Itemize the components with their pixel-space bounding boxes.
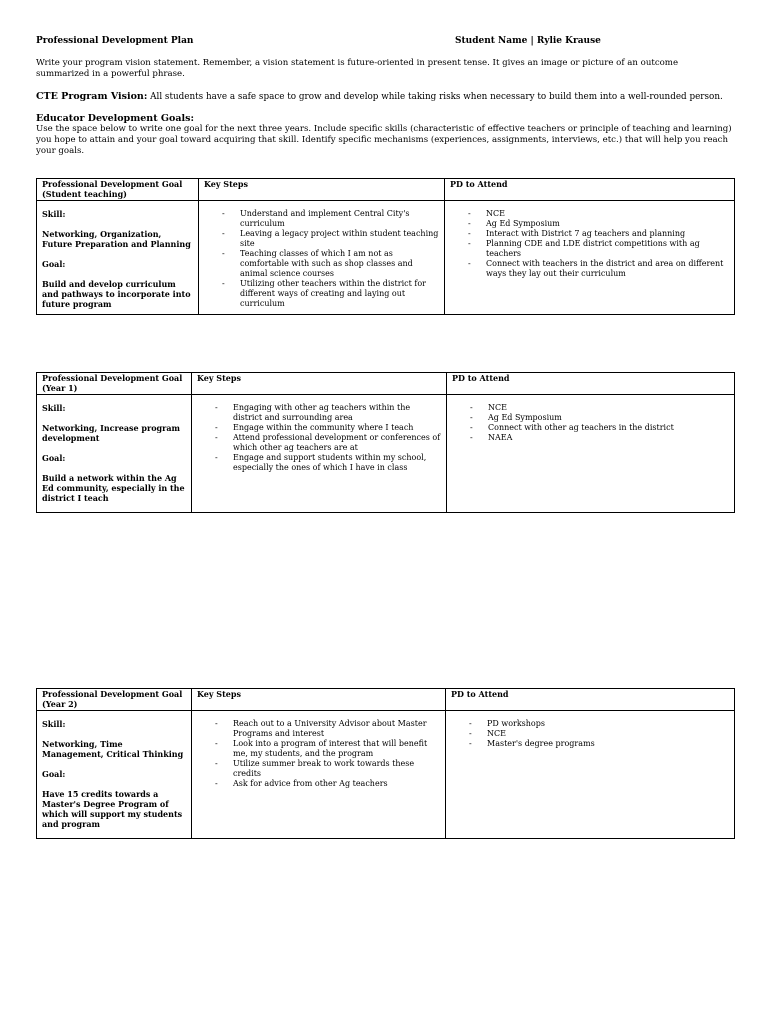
goal-value: Build and develop curriculum and pathways to incorporate into future program xyxy=(42,279,191,309)
list-item: - Attend professional development or conferences of which other ag teachers are at xyxy=(215,433,441,453)
list-item: - Ask for advice from other Ag teachers xyxy=(215,779,440,789)
key-steps-cell xyxy=(192,395,447,513)
pd-cell xyxy=(447,395,735,513)
table-row xyxy=(37,711,735,839)
intro-paragraph: Write your program vision statement. Remember, a vision statement is future-oriented in present tense. It gives an image or picture of an outcome summarized in a powerful phrase. xyxy=(36,58,679,79)
goal-label: Goal: xyxy=(42,769,66,779)
pd-column-header: PD to Attend xyxy=(446,689,735,711)
skill-label: Skill: xyxy=(42,403,66,413)
table-row xyxy=(37,395,735,513)
list-item: - Understand and implement Central City's curriculum xyxy=(222,209,439,229)
list-item: - Connect with teachers in the district and area on different ways they lay out their curriculum xyxy=(468,259,729,279)
list-item: - Planning CDE and LDE district competitions with ag teachers xyxy=(468,239,729,259)
pd-table-student-teaching xyxy=(36,178,735,315)
list-item: - Teaching classes of which I am not as comfortable with such as shop classes and animal science courses xyxy=(222,249,439,279)
goal-label: Goal: xyxy=(42,259,66,269)
list-item: - NCE xyxy=(469,729,729,739)
list-item: - Engage and support students within my school, especially the ones of which I have in class xyxy=(215,453,441,473)
pd-list xyxy=(452,403,729,443)
pd-list xyxy=(450,209,729,279)
goal-column-header: Professional Development Goal (Student teaching) xyxy=(37,179,199,201)
goals-section xyxy=(36,113,732,157)
pd-list xyxy=(451,719,729,749)
list-item: - Utilize summer break to work towards these credits xyxy=(215,759,440,779)
vision-label: CTE Program Vision: xyxy=(36,91,148,102)
vision-statement xyxy=(36,91,732,103)
pd-cell xyxy=(445,201,735,315)
goal-cell xyxy=(37,395,192,513)
skill-value: Networking, Organization, Future Preparation and Planning xyxy=(42,229,191,249)
skill-value: Networking, Increase program development xyxy=(42,423,180,443)
table-header-row xyxy=(37,689,735,711)
list-item: - Engaging with other ag teachers within the district and surrounding area xyxy=(215,403,441,423)
pd-cell xyxy=(446,711,735,839)
list-item: - Ag Ed Symposium xyxy=(470,413,729,423)
key-steps-column-header: Key Steps xyxy=(192,373,447,395)
page-header xyxy=(36,36,732,50)
list-item: - Connect with other ag teachers in the district xyxy=(470,423,729,433)
list-item: - Look into a program of interest that will benefit me, my students, and the program xyxy=(215,739,440,759)
key-steps-list xyxy=(197,719,440,789)
skill-label: Skill: xyxy=(42,209,66,219)
goal-cell xyxy=(37,711,192,839)
table-header-row xyxy=(37,373,735,395)
skill-label: Skill: xyxy=(42,719,66,729)
list-item: - Engage within the community where I teach xyxy=(215,423,441,433)
key-steps-cell xyxy=(199,201,445,315)
list-item: - Interact with District 7 ag teachers and planning xyxy=(468,229,729,239)
key-steps-list xyxy=(204,209,439,309)
list-item: - Reach out to a University Advisor about Master Programs and interest xyxy=(215,719,440,739)
pd-table-year-2 xyxy=(36,688,735,839)
goal-column-header: Professional Development Goal (Year 1) xyxy=(37,373,192,395)
table-header-row xyxy=(37,179,735,201)
vision-text: All students have a safe space to grow and develop while taking risks when necessary to build them into a well-rounded person. xyxy=(150,92,723,102)
key-steps-list xyxy=(197,403,441,473)
goal-value: Build a network within the Ag Ed community, especially in the district I teach xyxy=(42,473,185,503)
list-item: - Leaving a legacy project within student teaching site xyxy=(222,229,439,249)
goals-instructions: Use the space below to write one goal for the next three years. Include specific skills (characteristic of effective teachers or principle of teaching and learning) you hope to attain and your goal toward acquiring that skill. Identify specific mechanisms (experiences, assignments, interviews, etc.) that will help you reach your goals. xyxy=(36,124,732,156)
list-item: - NCE xyxy=(470,403,729,413)
goal-value: Have 15 credits towards a Master's Degree Program of which will support my students and program xyxy=(42,789,183,829)
goal-cell xyxy=(37,201,199,315)
table-row xyxy=(37,201,735,315)
document-title: Professional Development Plan xyxy=(36,36,194,46)
pd-column-header: PD to Attend xyxy=(445,179,735,201)
list-item: - NCE xyxy=(468,209,729,219)
list-item: - NAEA xyxy=(470,433,729,443)
list-item: - Utilizing other teachers within the district for different ways of creating and laying out curriculum xyxy=(222,279,439,309)
key-steps-column-header: Key Steps xyxy=(199,179,445,201)
goal-label: Goal: xyxy=(42,453,66,463)
list-item: - Ag Ed Symposium xyxy=(468,219,729,229)
key-steps-cell xyxy=(192,711,446,839)
list-item: - PD workshops xyxy=(469,719,729,729)
skill-value: Networking, Time Management, Critical Thinking xyxy=(42,739,184,759)
list-item: - Master's degree programs xyxy=(469,739,729,749)
pd-table-year-1 xyxy=(36,372,735,513)
goals-heading: Educator Development Goals: xyxy=(36,113,194,124)
student-name: Student Name | Rylie Krause xyxy=(455,36,601,46)
goal-column-header: Professional Development Goal (Year 2) xyxy=(37,689,192,711)
key-steps-column-header: Key Steps xyxy=(192,689,446,711)
pd-column-header: PD to Attend xyxy=(447,373,735,395)
